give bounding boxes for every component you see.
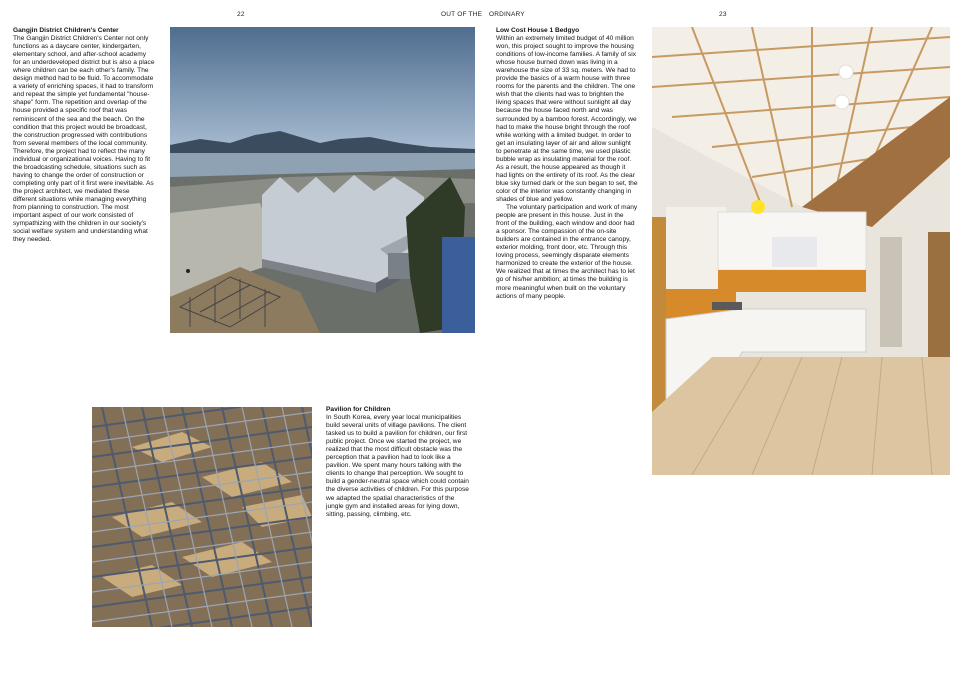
jungle-gym-photo <box>92 407 312 627</box>
lowcost-body-1: Within an extremely limited budget of 40 million won, this project sought to improve the housing conditions of low-income families. A family of six whose house burned down was living in a warehouse the size of 33 sq. meters. We had to provide the basics of a warm house with three rooms for the parents and the children. The one wish that the clients had was to brighten the living spaces that were without sunlight all day because the house faced north and was surrounded by a bamboo forest. Accordingly, we had to make the house bright through the roof while working with a limited budget. In order to get an insulating layer of air and allow sunlight to penetrate at the same time, we used plastic bubble wrap as insulating material for the roof. As a result, the house appeared as though it had lights on the entirety of its roof. As the clear blue sky turned dark or the sun began to set, the color of the interior was constantly changing in shades of blue and yellow. <box>496 35 638 203</box>
gangjin-body: The Gangjin District Children's Center not only functions as a daycare center, kindergarten, elementary school, and after-school academy for an underdeveloped district but is also a place where children can be each other's family. The design method had to be fluid. To accommodate a variety of enriching spaces, it had to transform and repeat the simple yet fundamental "house-shape" form. The repetition and overlap of the house provided a specific roof that was reminiscent of the sea and the beach. On the condition that this project would be broadcast, the construction progressed with contributions from several members of the local community. Therefore, the project had to reflect the many individual or organizational voices. Having to fit the broadcasting schedule, situations such as having to change the order of construction or completing only part of it first were inevitable. As the project architect, we mediated these different situations while managing everything from planning to construction. The most important aspect of our work consisted of sympathizing with the children in our society's social welfare system and understanding what they needed. <box>13 35 155 244</box>
kitchen-interior-photo <box>652 27 950 475</box>
gangjin-title: Gangjin District Children's Center <box>13 27 119 34</box>
page-number-right: 23 <box>719 11 727 18</box>
lowcost-body-2: The voluntary participation and work of many people are present in this house. Just in the front of the building, each window and door had a sponsor. The compassion of the on-site builders are contained in the entrance canopy, exterior molding, front door, etc. Through this loving process, seemingly disparate elements harmonized to create the exterior of the house. We realized that at times the architect has to let go of his/her ambition; at times the building is more meaningful when built on the voluntary actions of many people. <box>496 204 638 300</box>
pavilion-title: Pavilion for Children <box>326 406 391 413</box>
page-number-left: 22 <box>237 11 245 18</box>
gangjin-article <box>13 27 155 244</box>
running-head-left: OUT OF THE <box>441 11 483 18</box>
running-head-right: ORDINARY <box>489 11 525 18</box>
pavilion-article <box>326 406 471 519</box>
lowcost-title: Low Cost House 1 Bedgyo <box>496 27 580 34</box>
lowcost-article <box>496 27 638 301</box>
pavilion-body: In South Korea, every year local municipalities build several units of village pavilions. The client tasked us to build a pavilion for children, our first public project. Once we started the project, we realized that the most difficult obstacle was the perception that a pavilion had to look like a pavilion. We spent many hours talking with the clients to change that perception. We sought to build a gender-neutral space which could contain the diverse activities of children. For this purpose we adapted the spatial characteristics of the jungle gym and installed areas for lying down, sitting, passing, climbing, etc. <box>326 414 469 518</box>
building-exterior-photo <box>170 27 475 333</box>
